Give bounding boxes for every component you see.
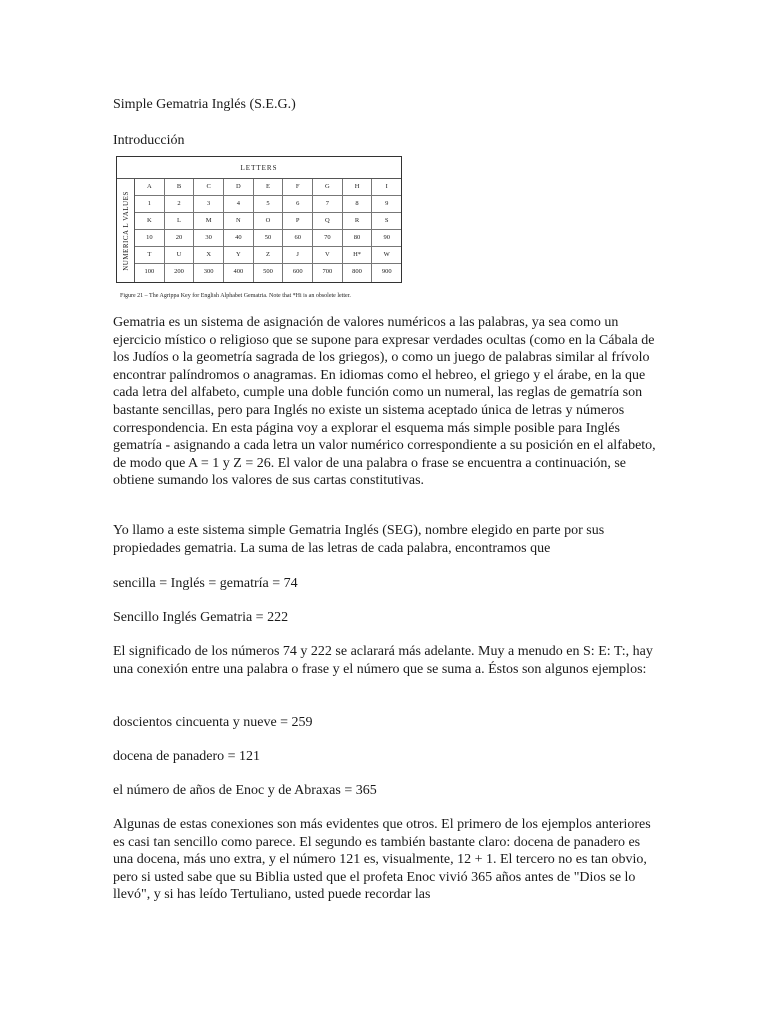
equation-2: Sencillo Inglés Gematria = 222 xyxy=(113,610,289,625)
table-cell: 60 xyxy=(282,230,312,246)
table-cell: A xyxy=(146,183,152,190)
table-cell: C xyxy=(193,179,223,195)
table-cell: 900 xyxy=(371,264,401,281)
table-cell: 600 xyxy=(282,264,312,281)
equation-4: docena de panadero = 121 xyxy=(113,749,261,764)
table-cell: 40 xyxy=(223,230,253,246)
table-row xyxy=(135,230,401,247)
table-cell: P xyxy=(282,213,312,229)
table-cell: L xyxy=(164,213,194,229)
table-cell: Q xyxy=(312,213,342,229)
table-cell: 9 xyxy=(371,196,401,212)
table-cell: F xyxy=(282,179,312,195)
table-cell: 3 xyxy=(193,196,223,212)
gematria-figure xyxy=(116,156,404,308)
side-label-text: NUMERICA L VALUES xyxy=(121,190,130,271)
table-cell: 6 xyxy=(282,196,312,212)
paragraph-2: Yo llamo a este sistema simple Gematria Inglés (SEG), nombre elegido en parte por sus propiedades gematria. La suma de las letras de cada palabra, encontramos que xyxy=(113,523,605,556)
table-cell: Z xyxy=(253,247,283,263)
table-row xyxy=(135,196,401,213)
table-cell: O xyxy=(253,213,283,229)
table-cell: 80 xyxy=(342,230,372,246)
table-cell: 500 xyxy=(253,264,283,281)
table-header: LETTERS xyxy=(117,157,401,179)
table-cell: 300 xyxy=(193,264,223,281)
table-grid xyxy=(135,179,401,282)
equation-5: el número de años de Enoc y de Abraxas = 365 xyxy=(113,783,377,798)
table-cell: 100 xyxy=(144,268,155,276)
table-cell: 4 xyxy=(223,196,253,212)
equation-1: sencilla = Inglés = gematría = 74 xyxy=(113,576,298,591)
table-cell: R xyxy=(342,213,372,229)
table-cell: S xyxy=(371,213,401,229)
table-row xyxy=(135,179,401,196)
table-cell: K xyxy=(146,217,152,225)
table-cell: M xyxy=(193,213,223,229)
table-cell: J xyxy=(282,247,312,263)
section-heading: Introducción xyxy=(113,133,185,148)
table-cell: 2 xyxy=(164,196,194,212)
table-cell: B xyxy=(164,179,194,195)
table-cell: H* xyxy=(342,247,372,263)
table-cell: 700 xyxy=(312,264,342,281)
table-cell: 8 xyxy=(342,196,372,212)
table-cell: X xyxy=(193,247,223,263)
table-row xyxy=(135,213,401,230)
table-cell: 30 xyxy=(193,230,223,246)
gematria-table xyxy=(116,156,402,283)
table-row xyxy=(135,264,401,281)
table-cell: 400 xyxy=(223,264,253,281)
table-cell: T xyxy=(147,251,152,259)
document-title: Simple Gematria Inglés (S.E.G.) xyxy=(113,97,296,112)
table-cell: 800 xyxy=(342,264,372,281)
table-cell: 200 xyxy=(164,264,194,281)
table-cell: 7 xyxy=(312,196,342,212)
table-cell: W xyxy=(371,247,401,263)
table-cell: 5 xyxy=(253,196,283,212)
table-cell: 50 xyxy=(253,230,283,246)
figure-caption: Figure 21 – The Agrippa Key for English Alphabet Gematria. Note that *Hi is an obsolete letter. xyxy=(120,293,351,299)
table-cell: E xyxy=(253,179,283,195)
equation-3: doscientos cincuenta y nueve = 259 xyxy=(113,715,313,730)
table-cell: D xyxy=(223,179,253,195)
table-side-label xyxy=(117,179,135,282)
table-row xyxy=(135,247,401,264)
paragraph-1: Gematria es un sistema de asignación de valores numéricos a las palabras, ya sea como un ejercicio místico o religioso que se supone para expresar verdades ocultas (como en la Cábala de los Judíos o la geometría sagrada de los griegos), o como un juego de palabras similar al frívolo encontrar palíndromos o anagramas. En idiomas como el hebreo, el griego y el árabe, en la que cada letra del alfabeto, cumple una doble función como un numeral, las reglas de gematría son bastante sencillas, pero para Inglés no existe un sistema aceptado única de letras y números correspondencia. En esta página voy a explorar el esquema más simple posible para Inglés gematría - asignando a cada letra un valor numérico correspondiente a su posición en el alfabeto, de modo que A = 1 y Z = 26. El valor de una palabra o frase se encuentra a continuación, se obtiene sumando los valores de sus cartas constitutivas. xyxy=(113,315,656,489)
table-cell: U xyxy=(164,247,194,263)
table-cell: G xyxy=(312,179,342,195)
table-cell: 20 xyxy=(164,230,194,246)
table-cell: I xyxy=(371,179,401,195)
table-cell: 10 xyxy=(146,234,153,242)
table-cell: 1 xyxy=(147,200,151,208)
table-cell: 90 xyxy=(371,230,401,246)
table-cell: V xyxy=(312,247,342,263)
table-cell: 70 xyxy=(312,230,342,246)
table-cell: Y xyxy=(223,247,253,263)
paragraph-4: Algunas de estas conexiones son más evidentes que otros. El primero de los ejemplos anteriores es casi tan sencillo como parece. El segundo es también bastante claro: docena de panadero es una docena, más uno extra, y el número 121 es, visualmente, 12 + 1. El tercero no es tan obvio, pero si usted sabe que su Biblia usted que el profeta Enoc vivió 365 años antes de "Dios se lo llevó", y si has leído Tertuliano, usted puede recordar las xyxy=(113,817,651,903)
table-cell: N xyxy=(223,213,253,229)
table-cell: H xyxy=(342,179,372,195)
paragraph-3: El significado de los números 74 y 222 se aclarará más adelante. Muy a menudo en S: E: T:, hay una conexión entre una palabra o frase y el número que se suma a. Éstos son algunos ejemplos: xyxy=(113,644,653,677)
